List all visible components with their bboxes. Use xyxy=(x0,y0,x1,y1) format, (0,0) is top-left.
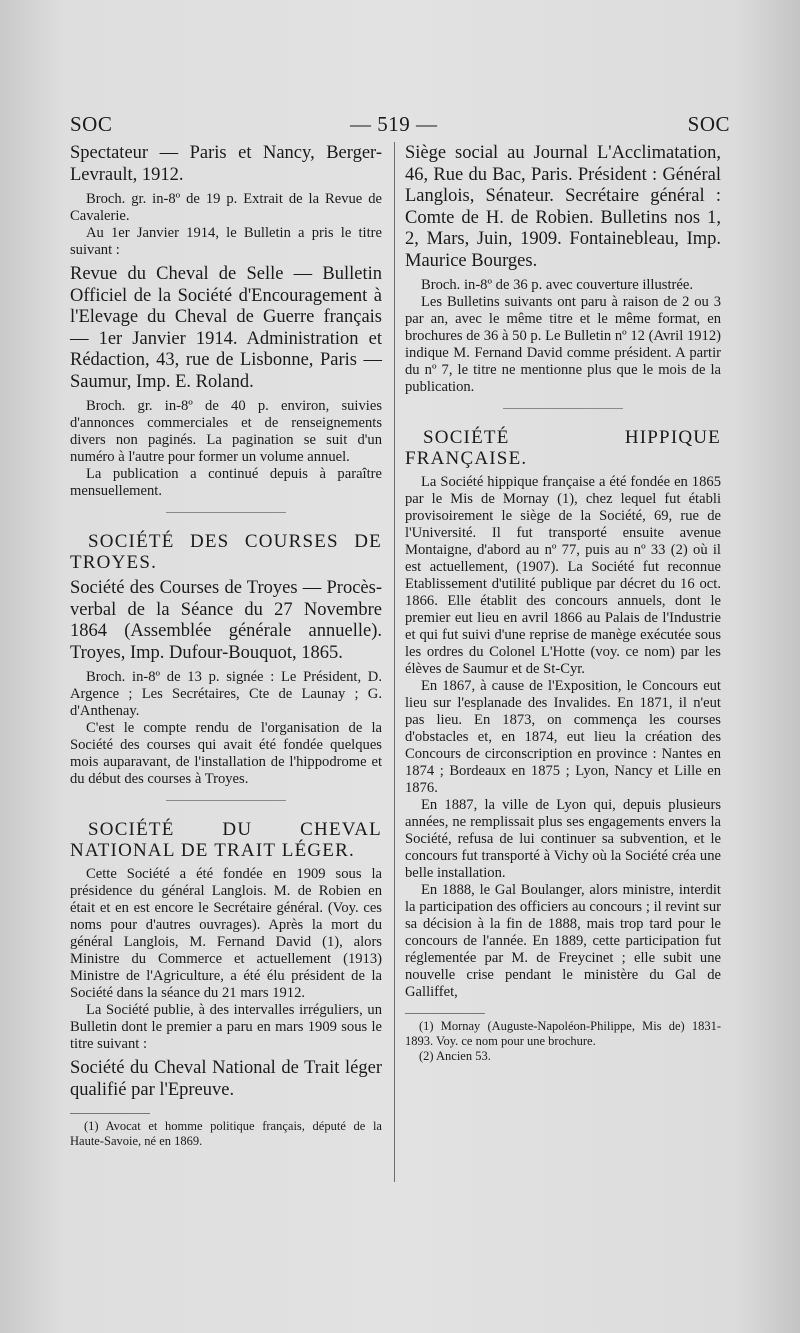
entry-text: Revue du Cheval de Selle — Bulletin Officiel de la Société d'Encouragement à l'Elevage du Cheval de Guerre français — 1er Janvier 1914. Administration et Rédaction, 43, rue de Lisbonne, Paris — Saumur, Imp. E. Roland. xyxy=(70,264,382,392)
section-separator xyxy=(166,800,286,801)
section-heading: SOCIÉTÉ DES COURSES DE TROYES. xyxy=(70,531,382,573)
entry-note: Les Bulletins suivants ont paru à raison de 2 ou 3 par an, avec le même titre et le même format, en brochures de 36 à 50 p. Le Bulletin nº 12 (Avril 1912) indique M. Fernand David comme président. A partir du nº 7, le titre ne mentionne plus que le mois de la publication. xyxy=(405,294,721,395)
entry-note: Broch. in-8º de 13 p. signée : Le Président, D. Argence ; Les Secrétaires, Cte de Launay ; G. d'Anthenay. xyxy=(70,669,382,719)
entry-note: En 1888, le Gal Boulanger, alors ministre, interdit la participation des officiers au concours ; il revint sur sa décision à la fin de 1888, mais trop tard pour le concours de l'année. En 1889, cette participation fut réglementée par M. de Freycinet ; elle subit une nouvelle crise pendant le ministère du Gal de Galliffet, xyxy=(405,882,721,1000)
section-heading: SOCIÉTÉ DU CHEVAL NATIONAL DE TRAIT LÉGER. xyxy=(70,819,382,861)
entry-note: Broch. gr. in-8º de 19 p. Extrait de la Revue de Cavalerie. xyxy=(70,191,382,224)
footnote-rule xyxy=(70,1113,150,1114)
section-separator xyxy=(166,512,286,513)
section-heading: SOCIÉTÉ HIPPIQUE FRANÇAISE. xyxy=(405,427,721,469)
section-separator xyxy=(503,408,623,409)
entry-note: C'est le compte rendu de l'organisation de la Société des courses qui avait été fondée quelques mois auparavant, de l'installation de l'hippodrome et du début des courses à Troyes. xyxy=(70,720,382,787)
entry-text: Société des Courses de Troyes — Procès-verbal de la Séance du 27 Novembre 1864 (Assemblée générale annuelle). Troyes, Imp. Dufour-Bouquot, 1865. xyxy=(70,578,382,663)
entry-note: En 1887, la ville de Lyon qui, depuis plusieurs années, ne remplissait plus ses engagements envers la Société, refusa de lui continuer sa subvention, et le concours fut transporté à Vichy où la Société créa une belle installation. xyxy=(405,797,721,881)
entry-note: La publication a continué depuis à paraître mensuellement. xyxy=(70,466,382,499)
entry-note: Cette Société a été fondée en 1909 sous la présidence du général Langlois. M. de Robien en était et en est encore le Secrétaire général. (Voy. ces noms pour d'autres ouvrages). Après la mort du général Langlois, M. Fernand David (1), alors Ministre du Commerce et actuellement (1913) Ministre de l'Agriculture, a été élu président de la Société dans la séance du 21 mars 1912. xyxy=(70,866,382,1001)
entry-note: Broch. gr. in-8º de 40 p. environ, suivies d'annonces commerciales et de renseignements divers non paginés. La pagination se suit d'un numéro à l'autre pour former un volume annuel. xyxy=(70,398,382,465)
page-number: — 519 — xyxy=(350,112,438,136)
entry-note: Au 1er Janvier 1914, le Bulletin a pris le titre suivant : xyxy=(70,225,382,258)
column-divider xyxy=(394,142,395,1182)
entry-note: Broch. in-8º de 36 p. avec couverture illustrée. xyxy=(421,277,693,293)
entry-text: Siège social au Journal L'Acclimatation, 46, Rue du Bac, Paris. Président : Général Langlois, Sénateur. Secrétaire général : Comte de H. de Robien. Bulletins nos 1, 2, Mars, Juin, 1909. Fontainebleau, Imp. Maurice Bourges. xyxy=(405,143,721,271)
footnote: (1) Mornay (Auguste-Napoléon-Philippe, Mis de) 1831-1893. Voy. ce nom pour une brochure. xyxy=(405,1019,721,1048)
entry-text: Spectateur — Paris et Nancy, Berger-Levrault, 1912. xyxy=(70,143,382,185)
header-right: SOC xyxy=(687,112,730,136)
entry-note: En 1867, à cause de l'Exposition, le Concours eut lieu sur l'esplanade des Invalides. En 1871, il n'eut pas lieu. En 1873, on commença les courses d'obstacles et, en 1874, eut lieu la création des Concours de circonscription en province : Nantes en 1874 ; Bordeaux en 1875 ; Lyon, Nancy et Lille en 1876. xyxy=(405,678,721,796)
entry-text: Société du Cheval National de Trait léger qualifié par l'Epreuve. xyxy=(70,1058,382,1100)
entry-note: La Société hippique française a été fondée en 1865 par le Mis de Mornay (1), chez lequel fut établi provisoirement le siège de la Société, 69, rue de l'Université. Il fut transporté ensuite avenue Montaigne, d'abord au nº 77, puis au nº 33 (2) où il est actuellement, (1907). La Société fut reconnue Etablissement d'utilité publique par décret du 16 oct. 1866. Elle établit des concours annuels, dont le premier eut lieu en avril 1866 au Palais de l'Industrie et qui fut suivi d'une reprise de manège exécutée sous les ordres du Colonel L'Hotte (voy. ce nom) par les élèves de Saumur et de St-Cyr. xyxy=(405,474,721,677)
footnote-rule xyxy=(405,1013,485,1014)
footnote: (1) Avocat et homme politique français, député de la Haute-Savoie, né en 1869. xyxy=(70,1119,382,1148)
right-column xyxy=(405,143,721,1064)
header-left: SOC xyxy=(70,112,113,136)
entry-note: La Société publie, à des intervalles irréguliers, un Bulletin dont le premier a paru en mars 1909 sous le titre suivant : xyxy=(70,1002,382,1052)
footnote: (2) Ancien 53. xyxy=(419,1049,491,1063)
running-header xyxy=(70,112,730,142)
left-column xyxy=(70,143,382,1149)
